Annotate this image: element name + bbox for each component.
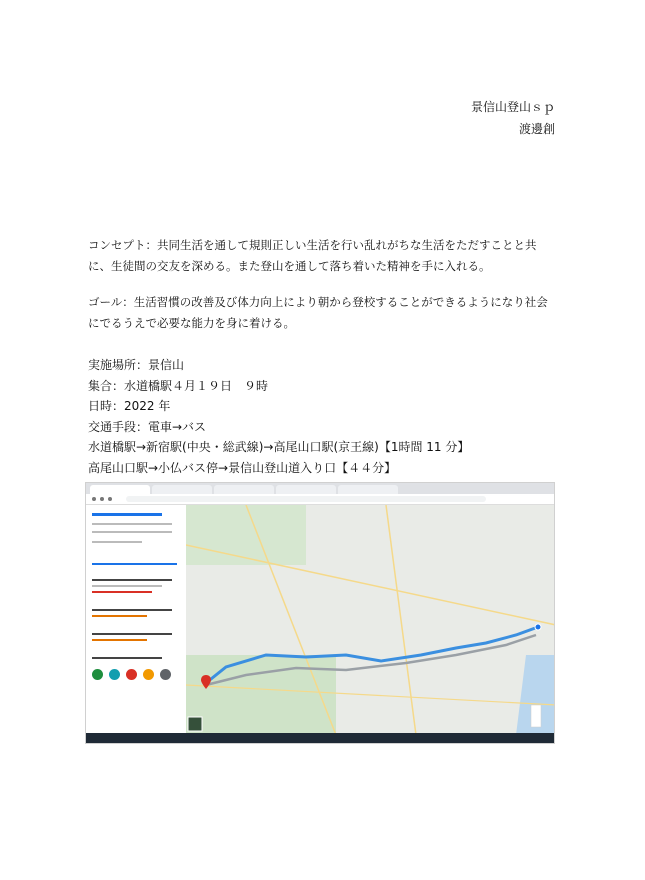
reload-icon <box>108 497 112 501</box>
nearby-header <box>92 657 162 659</box>
forward-icon <box>100 497 104 501</box>
map-screenshot <box>85 482 555 744</box>
browser-tab <box>152 485 212 494</box>
green-area <box>186 655 336 735</box>
concept-paragraph: コンセプト：共同生活を通して規則正しい生活を行い乱れがちな生活をただすことと共に、生徒間の交友を深める。また登山を通して落ち着いた精神を手に入れる。 <box>88 238 537 273</box>
route-option-header <box>92 563 177 565</box>
route-option-1 <box>92 579 172 581</box>
info-meeting: 集合：水道橋駅４月１９日 ９時 <box>88 378 269 393</box>
windows-taskbar <box>86 733 554 743</box>
directions-panel <box>86 505 187 735</box>
url-field <box>126 496 486 502</box>
map-canvas <box>186 505 555 735</box>
event-info <box>88 355 469 478</box>
browser-tab <box>90 485 150 494</box>
info-route-1: 水道橋駅→新宿駅(中央・総武線)→高尾山口駅(京王線)【1時間 11 分】 <box>88 440 470 454</box>
green-area <box>186 505 306 565</box>
info-place: 実施場所：景信山 <box>88 358 185 372</box>
travel-mode-bar <box>92 513 162 516</box>
route-map <box>186 505 555 735</box>
route-option-3-detail <box>92 639 147 641</box>
start-field <box>92 523 172 525</box>
add-destination <box>92 541 142 543</box>
browser-tab <box>338 485 398 494</box>
route-option-3 <box>92 633 172 635</box>
destination-field <box>92 531 172 533</box>
browser-tab-bar <box>86 483 554 494</box>
nearby-hotel-button <box>109 669 120 680</box>
route-option-2 <box>92 609 172 611</box>
author-name: 渡邊創 <box>518 122 555 136</box>
route-option-1-warning <box>92 591 152 593</box>
info-date: 日時：2022 年 <box>88 399 171 413</box>
route-option-2-detail <box>92 615 147 617</box>
start-marker <box>535 624 541 630</box>
browser-tab <box>276 485 336 494</box>
goal-paragraph: ゴール：生活習慣の改善及び体力向上により朝から登校することができるようになり社会にでるうえで必要な能力を身に着ける。 <box>88 295 548 330</box>
route-option-1-detail <box>92 585 162 587</box>
browser-address-bar <box>86 494 554 505</box>
document-title: 景信山登山ｓｐ <box>470 100 555 114</box>
layers-thumbnail <box>188 717 202 731</box>
info-transport: 交通手段：電車→バス <box>88 419 207 434</box>
nearby-more-button <box>160 669 171 680</box>
nearby-transit-button <box>143 669 154 680</box>
zoom-control <box>531 705 541 727</box>
info-route-2: 高尾山口駅→小仏バス停→景信山登山道入り口【４４分】 <box>88 460 397 475</box>
nearby-restaurant-button <box>92 669 103 680</box>
browser-tab <box>214 485 274 494</box>
back-icon <box>92 497 96 501</box>
nearby-attraction-button <box>126 669 137 680</box>
